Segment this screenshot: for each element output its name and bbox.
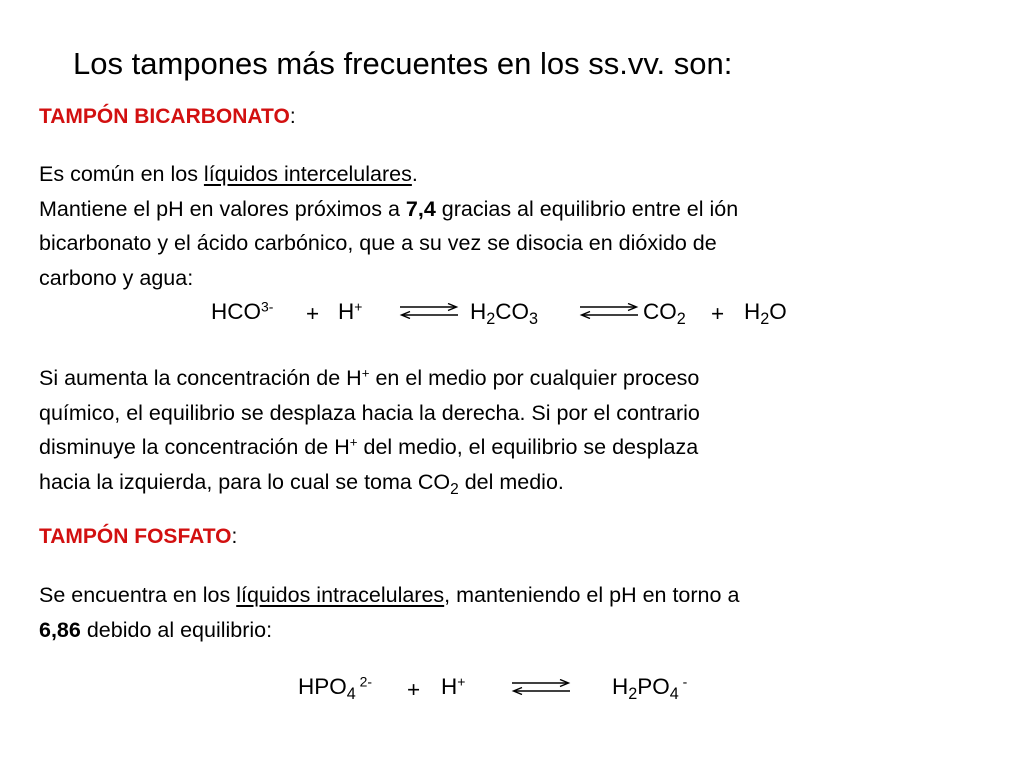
phosphate-line-1-pre: Se encuentra en los xyxy=(39,583,237,607)
bicarbonate-heading xyxy=(39,103,296,131)
phosphate-line-1-post: , manteniendo el pH en torno a xyxy=(444,583,740,607)
eq1-h2o-h: H xyxy=(744,299,761,324)
eq1-co2-sub: 2 xyxy=(676,310,686,329)
explanation-line-4 xyxy=(39,465,700,500)
eq1-h-base: H xyxy=(338,299,355,324)
eq2-h2po4-h: H xyxy=(612,674,629,699)
explanation-line-3-pre: disminuye la concentración de H xyxy=(39,435,350,459)
phosphate-paragraph xyxy=(39,578,739,647)
explanation-line-1-sup: + xyxy=(361,365,370,381)
eq2-h-ion xyxy=(441,672,465,702)
eq1-plus-1: + xyxy=(306,301,320,326)
eq1-h-charge: + xyxy=(354,298,363,315)
eq1-co2-base: CO xyxy=(643,299,677,324)
phosphate-line-1 xyxy=(39,578,739,613)
equilibrium-arrow-icon xyxy=(510,679,572,695)
eq1-h-ion xyxy=(338,297,362,327)
eq2-h-charge: + xyxy=(457,673,466,690)
phosphate-ph-value: 6,86 xyxy=(39,617,81,642)
eq2-h2po4 xyxy=(612,672,687,702)
explanation-line-4-pre: hacia la izquierda, para lo cual se toma CO xyxy=(39,469,451,494)
eq1-h2co3 xyxy=(470,297,538,327)
eq2-hpo4-base: HPO xyxy=(298,674,347,699)
eq1-h2o-sub: 2 xyxy=(760,310,770,329)
explanation-line-3-sup: + xyxy=(349,434,358,450)
eq1-h2co3-h: H xyxy=(470,299,487,324)
bicarbonate-heading-text: TAMPÓN BICARBONATO xyxy=(39,105,290,128)
eq1-h2co3-sub-2: 3 xyxy=(529,310,539,329)
eq1-plus-2: + xyxy=(711,301,725,326)
eq2-h2po4-charge: - xyxy=(678,673,688,690)
bicarbonate-line-2-post: gracias al equilibrio entre el ión xyxy=(435,196,739,221)
eq2-plus: + xyxy=(407,677,421,702)
eq1-h2o-o: O xyxy=(769,299,787,324)
eq1-h2o xyxy=(744,297,787,327)
eq2-h2po4-sub-1: 2 xyxy=(628,685,638,704)
explanation-line-1-post: en el medio por cualquier proceso xyxy=(369,366,700,390)
explanation-line-2: químico, el equilibrio se desplaza hacia la derecha. Si por el contrario xyxy=(39,400,700,425)
phosphate-line-2 xyxy=(39,613,739,648)
phosphate-heading-text: TAMPÓN FOSFATO xyxy=(39,525,232,548)
bicarbonate-line-2-pre: Mantiene el pH en valores próximos a xyxy=(39,196,406,221)
eq2-h2po4-sub-2: 4 xyxy=(669,685,679,704)
explanation-line-4-post: del medio. xyxy=(458,469,564,494)
eq1-hco3-base: HCO xyxy=(211,299,261,324)
eq2-hpo4-charge: 2- xyxy=(355,673,373,690)
bicarbonate-line-1-post: . xyxy=(411,162,418,186)
eq1-hco3-charge: 3- xyxy=(261,298,274,315)
equilibrium-arrow-icon xyxy=(398,303,460,319)
eq2-h-base: H xyxy=(441,674,458,699)
bicarbonate-line-4: carbono y agua: xyxy=(39,265,194,290)
explanation-line-4-sub: 2 xyxy=(450,480,459,498)
eq1-h2co3-sub-1: 2 xyxy=(486,310,496,329)
bicarbonate-heading-colon: : xyxy=(289,105,296,128)
eq2-hpo4 xyxy=(298,672,372,702)
bicarbonate-line-2 xyxy=(39,192,738,227)
bicarbonate-ph-value: 7,4 xyxy=(405,196,436,221)
eq2-hpo4-sub: 4 xyxy=(346,685,356,704)
explanation-line-3 xyxy=(39,430,700,465)
explanation-line-1-pre: Si aumenta la concentración de H xyxy=(39,366,362,390)
phosphate-line-2-post: debido al equilibrio: xyxy=(80,617,273,642)
explanation-line-1 xyxy=(39,361,700,396)
eq1-h2co3-co: CO xyxy=(495,299,530,324)
bicarbonate-paragraph xyxy=(39,157,738,295)
phosphate-heading-colon: : xyxy=(231,525,238,548)
equilibrium-arrow-icon xyxy=(578,303,640,319)
phosphate-heading xyxy=(39,523,237,551)
bicarbonate-line-1-pre: Es común en los xyxy=(39,162,204,186)
eq1-hco3 xyxy=(211,297,273,327)
bicarbonate-line-3: bicarbonato y el ácido carbónico, que a su vez se disocia en dióxido de xyxy=(39,231,717,255)
bicarbonate-line-1 xyxy=(39,157,738,192)
intracellular-fluids-term: líquidos intracelulares xyxy=(236,583,445,607)
eq2-h2po4-po: PO xyxy=(637,674,670,699)
page-title: Los tampones más frecuentes en los ss.vv. son: xyxy=(73,46,733,81)
intercellular-fluids-term: líquidos intercelulares xyxy=(203,162,412,186)
explanation-line-3-post: del medio, el equilibrio se desplaza xyxy=(357,435,699,459)
explanation-paragraph xyxy=(39,361,700,499)
eq1-co2 xyxy=(643,297,686,327)
